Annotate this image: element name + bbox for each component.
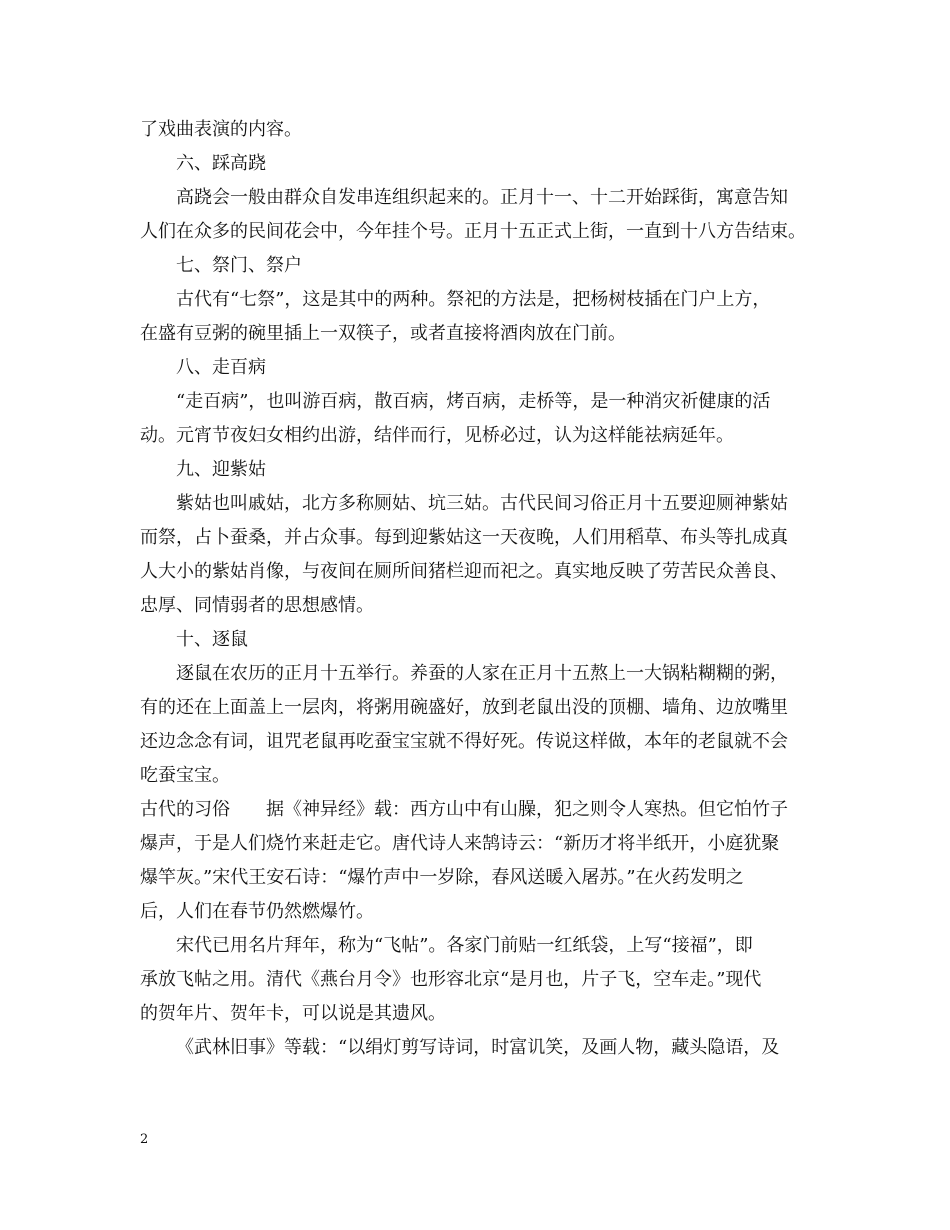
text-line: 紫姑也叫戚姑，北方多称厕姑、坑三姑。古代民间习俗正月十五要迎厕神紫姑 bbox=[176, 493, 788, 514]
text-line: 吃蚕宝宝。 bbox=[140, 765, 230, 786]
text-line: 逐鼠在农历的正月十五举行。养蚕的人家在正月十五熬上一大锅粘糊糊的粥， bbox=[176, 663, 788, 684]
text-line: 承放飞帖之用。清代《燕台月令》也形容北京“是月也，片子飞，空车走。”现代 bbox=[140, 969, 762, 990]
text-line: 忠厚、同情弱者的思想感情。 bbox=[140, 595, 374, 616]
text-line: 在盛有豆粥的碗里插上一双筷子，或者直接将酒肉放在门前。 bbox=[140, 323, 626, 344]
section-heading: 八、走百病 bbox=[176, 357, 266, 378]
text-line: 的贺年片、贺年卡，可以说是其遗风。 bbox=[140, 1003, 446, 1024]
text-line: 人大小的紫姑肖像，与夜间在厕所间猪栏迎而祀之。真实地反映了劳苦民众善良、 bbox=[140, 561, 788, 582]
text-line: 爆声，于是人们烧竹来赶走它。唐代诗人来鹄诗云：“新历才将半纸开，小庭犹聚 bbox=[140, 833, 780, 854]
text-line: 古代的习俗 据《神异经》载：西方山中有山臊，犯之则令人寒热。但它怕竹子 bbox=[140, 799, 788, 820]
section-heading: 六、踩高跷 bbox=[176, 153, 266, 174]
text-line: “走百病”，也叫游百病，散百病，烤百病，走桥等，是一种消灾祈健康的活 bbox=[176, 391, 771, 412]
text-line: 后，人们在春节仍然燃爆竹。 bbox=[140, 901, 374, 922]
text-line: 而祭，占卜蚕桑，并占众事。每到迎紫姑这一天夜晚，人们用稻草、布头等扎成真 bbox=[140, 527, 788, 548]
section-heading: 十、逐鼠 bbox=[176, 629, 248, 650]
text-line: 还边念念有词，诅咒老鼠再吃蚕宝宝就不得好死。传说这样做，本年的老鼠就不会 bbox=[140, 731, 788, 752]
section-heading: 九、迎紫姑 bbox=[176, 459, 266, 480]
text-line: 了戏曲表演的内容。 bbox=[140, 119, 302, 140]
text-line: 动。元宵节夜妇女相约出游，结伴而行，见桥必过，认为这样能祛病延年。 bbox=[140, 425, 734, 446]
text-line: 高跷会一般由群众自发串连组织起来的。正月十一、十二开始踩街，寓意告知 bbox=[176, 187, 788, 208]
text-line: 《武林旧事》等载：“以绢灯剪写诗词，时富讥笑，及画人物，藏头隐语，及 bbox=[176, 1037, 780, 1058]
text-line: 人们在众多的民间花会中，今年挂个号。正月十五正式上街，一直到十八方告结束。 bbox=[140, 221, 806, 242]
page-number: 2 bbox=[140, 1132, 149, 1147]
text-line: 古代有“七祭”，这是其中的两种。祭祀的方法是，把杨树枝插在门户上方， bbox=[176, 289, 771, 310]
text-line: 宋代已用名片拜年，称为“飞帖”。各家门前贴一红纸袋，上写“接福”，即 bbox=[176, 935, 753, 956]
text-line: 有的还在上面盖上一层肉，将粥用碗盛好，放到老鼠出没的顶棚、墙角、边放嘴里 bbox=[140, 697, 788, 718]
text-line: 爆竿灰。”宋代王安石诗：“爆竹声中一岁除，春风送暖入屠苏。”在火药发明之 bbox=[140, 867, 744, 888]
section-heading: 七、祭门、祭户 bbox=[176, 255, 302, 276]
